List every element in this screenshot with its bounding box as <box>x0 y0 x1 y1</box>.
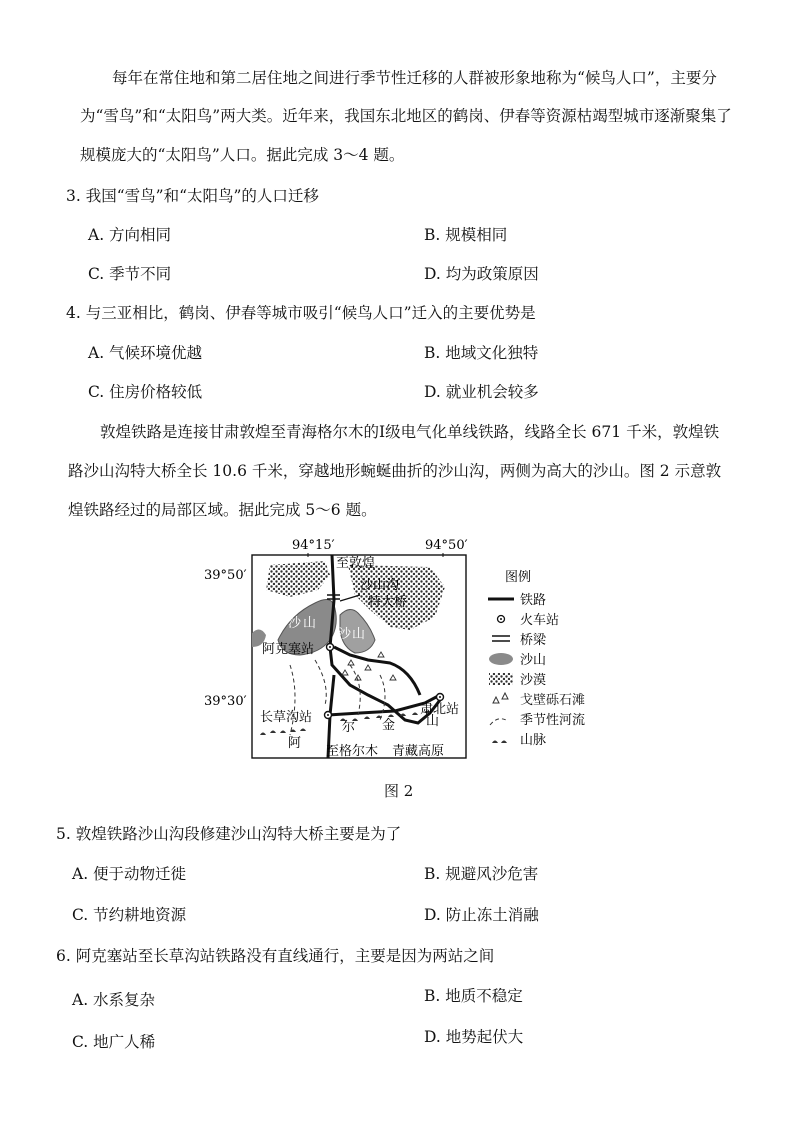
legend-desert <box>489 672 546 688</box>
q3-option-b: B. 规模相同 <box>424 226 508 244</box>
intro1-line2: 为“雪鸟”和“太阳鸟”两大类。近年来，我国东北地区的鹤岗、伊春等资源枯竭型城市逐渐聚集了 <box>80 107 732 125</box>
desert-area-1 <box>266 561 330 597</box>
lat-label-1: 39°50′ <box>204 568 247 583</box>
lat-label-2: 39°30′ <box>204 694 247 709</box>
figure-caption: 图 2 <box>384 782 414 800</box>
label-jin: 金 <box>382 718 396 733</box>
label-shan: 山 <box>426 714 440 729</box>
q4-stem: 4. 与三亚相比，鹤岗、伊春等城市吸引“候鸟人口”迁入的主要优势是 <box>66 304 536 322</box>
label-changcaogou-station: 长草沟站 <box>260 710 313 725</box>
label-sand-mountain-2a: 沙 <box>338 627 352 642</box>
label-sand-mountain-1b: 山 <box>303 616 317 631</box>
q3-option-a: A. 方向相同 <box>88 226 172 244</box>
intro2-line3: 煌铁路经过的局部区域。据此完成 5～6 题。 <box>68 501 377 519</box>
svg-text:火车站: 火车站 <box>520 613 560 628</box>
q4-option-c: C. 住房价格较低 <box>88 383 203 401</box>
label-akesai-station: 阿克塞站 <box>262 642 315 657</box>
label-to-golmud: 至格尔木 <box>326 744 379 759</box>
q4-option-d: D. 就业机会较多 <box>424 383 539 401</box>
lon-label-1: 94°15′ <box>292 538 335 553</box>
seasonal-river-2 <box>315 660 326 705</box>
label-to-dunhuang: 至敦煌 <box>336 556 376 571</box>
label-er: 尔 <box>342 720 356 735</box>
figure-2-map <box>204 535 610 770</box>
intro2-line1: 敦煌铁路是连接甘肃敦煌至青海格尔木的Ⅰ级电气化单线铁路，线路全长 671 千米，敦煌铁 <box>100 423 720 441</box>
svg-text:戈壁砾石滩: 戈壁砾石滩 <box>520 693 586 708</box>
intro1-line1: 每年在常住地和第二居住地之间进行季节性迁移的人群被形象地称为“候鸟人口”，主要分 <box>112 69 717 87</box>
q3-option-c: C. 季节不同 <box>88 265 172 283</box>
q5-option-d: D. 防止冻土消融 <box>424 906 539 924</box>
svg-text:沙山: 沙山 <box>520 653 547 668</box>
svg-text:沙漠: 沙漠 <box>520 673 547 688</box>
legend-sand-mountain <box>489 652 546 668</box>
q5-stem: 5. 敦煌铁路沙山沟段修建沙山沟特大桥主要是为了 <box>56 825 402 843</box>
legend-title: 图例 <box>505 570 532 585</box>
q6-option-b: B. 地质不稳定 <box>424 987 523 1005</box>
q4-option-a: A. 气候环境优越 <box>88 344 203 362</box>
q3-option-d: D. 均为政策原因 <box>424 265 539 283</box>
q5-option-c: C. 节约耕地资源 <box>72 906 187 924</box>
q5-option-b: B. 规避风沙危害 <box>424 865 539 883</box>
label-bridge-line2: 特大桥 <box>368 595 408 610</box>
legend-seasonal-river <box>490 712 585 728</box>
label-bridge-line1: 沙山沟 <box>360 578 400 593</box>
q6-option-a: A. 水系复杂 <box>72 991 156 1009</box>
label-sand-mountain-2b: 山 <box>352 627 366 642</box>
q3-stem: 3. 我国“雪鸟”和“太阳鸟”的人口迁移 <box>66 187 319 205</box>
q6-option-d: D. 地势起伏大 <box>424 1028 524 1046</box>
legend-station <box>498 612 560 628</box>
label-subei-station: 肃北站 <box>420 702 460 717</box>
lon-label-2: 94°50′ <box>425 538 468 553</box>
svg-text:桥梁: 桥梁 <box>520 633 547 648</box>
q6-stem: 6. 阿克塞站至长草沟站铁路没有直线通行，主要是因为两站之间 <box>56 947 495 965</box>
legend-gobi <box>493 692 585 708</box>
q4-option-b: B. 地域文化独特 <box>424 344 539 362</box>
svg-text:山脉: 山脉 <box>520 733 547 748</box>
intro1-line3: 规模庞大的“太阳鸟”人口。据此完成 3～4 题。 <box>80 146 405 164</box>
q5-option-a: A. 便于动物迁徙 <box>72 865 187 883</box>
legend-railway <box>488 592 546 608</box>
label-a: 阿 <box>288 736 302 751</box>
svg-text:季节性河流: 季节性河流 <box>520 713 586 728</box>
q6-option-c: C. 地广人稀 <box>72 1033 156 1051</box>
svg-text:铁路: 铁路 <box>520 593 547 608</box>
intro2-line2: 路沙山沟特大桥全长 10.6 千米，穿越地形蜿蜒曲折的沙山沟，两侧为高大的沙山。图 2 示意敦 <box>68 462 722 480</box>
legend-mountain <box>492 733 546 748</box>
label-plateau: 青藏高原 <box>392 744 445 759</box>
legend-bridge <box>492 632 547 648</box>
label-sand-mountain-1a: 沙 <box>288 616 302 631</box>
